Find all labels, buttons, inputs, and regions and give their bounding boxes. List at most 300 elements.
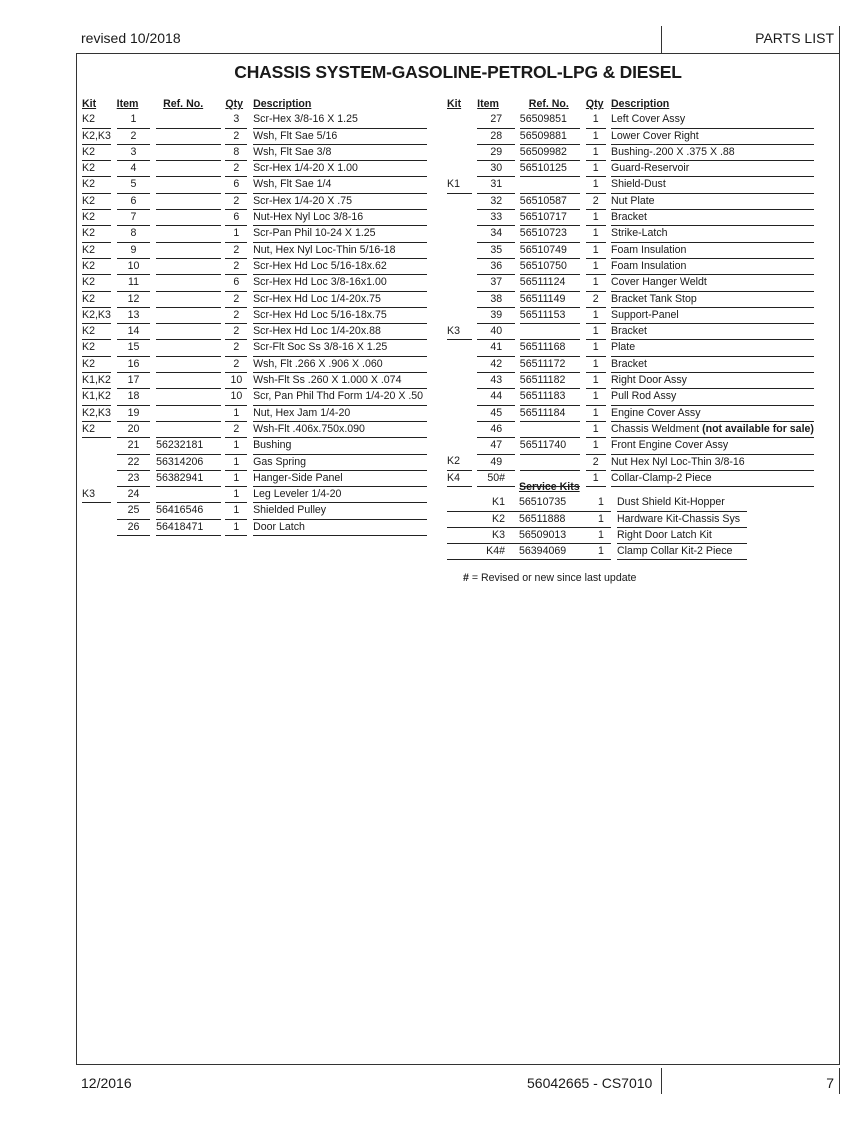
description-cell <box>611 128 814 144</box>
kit-cell <box>447 438 472 454</box>
table-row <box>82 161 427 177</box>
ref-cell: 56382941 <box>156 470 220 486</box>
description-text: Bracket <box>611 357 647 370</box>
description-cell <box>611 144 814 160</box>
service-kit-row <box>447 511 747 527</box>
kit-cell <box>447 275 472 291</box>
item-cell: 5 <box>117 177 151 193</box>
description-text: Foam Insulation <box>611 243 687 256</box>
ref-cell <box>156 161 220 177</box>
table-row <box>82 258 427 274</box>
service-kit-row <box>447 527 747 543</box>
ref-cell: 56510717 <box>520 210 580 226</box>
description-text: Bracket Tank Stop <box>611 292 697 305</box>
description-cell <box>253 242 427 258</box>
table-row <box>82 275 427 291</box>
description-text: Right Door Assy <box>611 374 687 387</box>
description-text: Scr-Hex 3/8-16 X 1.25 <box>253 113 358 126</box>
description-text: Scr-Flt Soc Ss 3/8-16 X 1.25 <box>253 341 388 354</box>
kit-cell <box>447 291 472 307</box>
table-row <box>82 307 427 323</box>
footer-right-edge <box>839 1068 840 1094</box>
kit-cell: K2 <box>82 258 111 274</box>
description-cell <box>253 177 427 193</box>
section-label: PARTS LIST <box>755 30 834 46</box>
description-cell <box>611 340 814 356</box>
qty-cell: 8 <box>225 144 247 160</box>
col-desc: Description <box>611 98 670 110</box>
ref-cell: 56511149 <box>520 291 580 307</box>
table-row <box>447 258 814 274</box>
kit-cell <box>447 144 472 160</box>
description-cell <box>611 161 814 177</box>
col-kit: Kit <box>82 98 97 110</box>
table-row <box>447 356 814 372</box>
description-cell <box>253 503 427 519</box>
ref-cell: 56511740 <box>520 438 580 454</box>
note-symbol: # <box>463 572 469 584</box>
ref-cell <box>156 193 220 209</box>
description-text: Wsh, Flt Sae 3/8 <box>253 145 332 158</box>
col-qty: Qty <box>585 98 604 110</box>
kit-cell <box>447 242 472 258</box>
kit-cell <box>82 454 111 470</box>
item-cell: 37 <box>477 275 515 291</box>
description-cell <box>253 193 427 209</box>
item-cell: 38 <box>477 291 515 307</box>
item-cell: 11 <box>117 275 151 291</box>
ref-cell: 56510749 <box>520 242 580 258</box>
kit-cell <box>447 373 472 389</box>
kit-cell: K2 <box>82 324 111 340</box>
qty-cell: 1 <box>225 470 247 486</box>
qty-cell: 1 <box>225 454 247 470</box>
item-cell: 40 <box>477 324 515 340</box>
qty-cell: 1 <box>586 144 606 160</box>
qty-cell: 1 <box>225 503 247 519</box>
table-row <box>82 503 427 519</box>
kit-cell <box>447 210 472 226</box>
description-note: (not available for sale) <box>702 422 814 435</box>
kit-cell <box>447 112 472 128</box>
footer-doc-number: 56042665 - CS7010 <box>527 1075 653 1091</box>
item-cell: 27 <box>477 112 515 128</box>
description-text: Strike-Latch <box>611 227 668 240</box>
kit-cell <box>447 128 472 144</box>
description-text: Nut, Hex Jam 1/4-20 <box>253 406 351 419</box>
description-cell <box>253 324 427 340</box>
kit-cell: K2 <box>82 144 111 160</box>
qty-cell: 6 <box>225 177 247 193</box>
item-cell: 4 <box>117 161 151 177</box>
kit-cell: K2,K3 <box>82 405 111 421</box>
table-row <box>82 340 427 356</box>
qty-cell: 1 <box>225 519 247 535</box>
description-text: Scr-Hex Hd Loc 5/16-18x.75 <box>253 308 387 321</box>
item-cell: 50# <box>477 470 515 486</box>
col-kit: Kit <box>447 98 462 110</box>
table-row <box>447 210 814 226</box>
kit-cell: K2 <box>82 242 111 258</box>
qty-cell: 1 <box>586 421 606 437</box>
description-cell <box>253 275 427 291</box>
ref-cell <box>156 389 220 405</box>
item-cell: 6 <box>117 193 151 209</box>
item-cell: 47 <box>477 438 515 454</box>
revision-date: revised 10/2018 <box>81 30 181 46</box>
description-cell <box>611 193 814 209</box>
parts-table-right <box>447 97 814 487</box>
description-text: Cover Hanger Weldt <box>611 276 707 289</box>
ref-cell <box>156 144 220 160</box>
description-cell <box>253 112 427 128</box>
qty-cell: 2 <box>225 421 247 437</box>
table-row <box>447 421 814 437</box>
service-kit-row <box>447 544 747 560</box>
description-cell <box>253 258 427 274</box>
kit-cell <box>447 356 472 372</box>
qty-cell: 1 <box>586 324 606 340</box>
ref-cell <box>156 340 220 356</box>
item-cell: 29 <box>477 144 515 160</box>
table-row <box>447 405 814 421</box>
table-row <box>82 128 427 144</box>
item-cell: 30 <box>477 161 515 177</box>
ref-cell: 56418471 <box>156 519 220 535</box>
table-row <box>82 405 427 421</box>
qty-cell: 1 <box>586 356 606 372</box>
qty-cell: 2 <box>225 307 247 323</box>
item-cell: 17 <box>117 373 151 389</box>
description-text: Bushing-.200 X .375 X .88 <box>611 145 735 158</box>
description-text: Left Cover Assy <box>611 113 686 126</box>
service-kit-description: Clamp Collar Kit-2 Piece <box>617 544 747 560</box>
ref-cell: 56511172 <box>520 356 580 372</box>
description-text: Scr-Pan Phil 10-24 X 1.25 <box>253 227 376 240</box>
table-row <box>82 210 427 226</box>
qty-cell: 1 <box>586 242 606 258</box>
item-cell: 42 <box>477 356 515 372</box>
ref-cell <box>156 421 220 437</box>
kit-cell: K2 <box>82 112 111 128</box>
description-cell <box>253 373 427 389</box>
item-cell: 1 <box>117 112 151 128</box>
description-text: Lower Cover Right <box>611 129 699 142</box>
table-row <box>447 275 814 291</box>
qty-cell: 1 <box>225 438 247 454</box>
description-cell <box>253 307 427 323</box>
description-cell <box>611 177 814 193</box>
ref-cell <box>156 373 220 389</box>
ref-cell: 56511183 <box>520 389 580 405</box>
description-text: Bushing <box>253 439 292 452</box>
description-cell <box>253 356 427 372</box>
kit-cell <box>447 161 472 177</box>
ref-cell <box>156 177 220 193</box>
table-row <box>82 373 427 389</box>
item-cell: 22 <box>117 454 151 470</box>
table-row <box>82 193 427 209</box>
table-row <box>447 161 814 177</box>
ref-cell <box>520 421 580 437</box>
kit-cell: K2 <box>82 291 111 307</box>
col-ref: Ref. No. <box>528 98 569 110</box>
ref-cell <box>156 291 220 307</box>
ref-cell: 56510750 <box>520 258 580 274</box>
item-cell: 7 <box>117 210 151 226</box>
description-text: Nut, Hex Nyl Loc-Thin 5/16-18 <box>253 243 396 256</box>
description-text: Scr-Hex Hd Loc 1/4-20x.88 <box>253 325 381 338</box>
qty-cell: 2 <box>225 242 247 258</box>
qty-cell: 1 <box>586 112 606 128</box>
service-kit-description: Right Door Latch Kit <box>617 527 747 543</box>
service-kits-table <box>447 480 747 560</box>
qty-cell: 1 <box>225 405 247 421</box>
qty-cell: 1 <box>586 389 606 405</box>
table-row <box>82 242 427 258</box>
service-kit-description: Dust Shield Kit-Hopper <box>617 495 747 511</box>
kit-cell: K2 <box>82 340 111 356</box>
table-row <box>447 193 814 209</box>
item-cell: 9 <box>117 242 151 258</box>
description-text: Guard-Reservoir <box>611 162 690 175</box>
col-ref: Ref. No. <box>163 98 204 110</box>
item-cell: 12 <box>117 291 151 307</box>
qty-cell: 1 <box>586 258 606 274</box>
table-row <box>82 389 427 405</box>
ref-cell: 56511182 <box>520 373 580 389</box>
description-text: Support-Panel <box>611 308 679 321</box>
table-row <box>447 454 814 470</box>
ref-cell: 56511184 <box>520 405 580 421</box>
ref-cell: 56511168 <box>520 340 580 356</box>
col-qty: Qty <box>225 98 244 110</box>
description-text: Collar-Clamp-2 Piece <box>611 471 712 484</box>
description-text: Shield-Dust <box>611 178 666 191</box>
table-row <box>447 438 814 454</box>
item-cell: 16 <box>117 356 151 372</box>
ref-cell: 56232181 <box>156 438 220 454</box>
description-cell <box>253 470 427 486</box>
table-row <box>82 470 427 486</box>
service-kit-id: K1 <box>447 495 519 511</box>
description-cell <box>253 405 427 421</box>
qty-cell: 1 <box>586 275 606 291</box>
qty-cell: 1 <box>586 307 606 323</box>
item-cell: 43 <box>477 373 515 389</box>
kit-cell: K2 <box>82 356 111 372</box>
description-cell <box>253 210 427 226</box>
qty-cell: 2 <box>586 454 606 470</box>
qty-cell: 10 <box>225 389 247 405</box>
description-text: Door Latch <box>253 520 305 533</box>
service-kit-id: K3 <box>447 527 519 543</box>
qty-cell: 2 <box>225 356 247 372</box>
qty-cell: 1 <box>586 161 606 177</box>
kit-cell: K2 <box>82 177 111 193</box>
footer-date: 12/2016 <box>81 1075 132 1091</box>
qty-cell: 2 <box>225 324 247 340</box>
table-row <box>82 454 427 470</box>
item-cell: 33 <box>477 210 515 226</box>
description-cell <box>253 291 427 307</box>
description-text: Wsh, Flt Sae 5/16 <box>253 129 338 142</box>
col-desc: Description <box>253 98 312 110</box>
description-cell <box>253 519 427 535</box>
item-cell: 41 <box>477 340 515 356</box>
description-cell <box>611 226 814 242</box>
kit-cell: K2 <box>82 226 111 242</box>
description-text: Hanger-Side Panel <box>253 471 343 484</box>
ref-cell <box>156 324 220 340</box>
qty-cell: 3 <box>225 112 247 128</box>
table-row <box>82 226 427 242</box>
parts-table-left <box>82 97 427 536</box>
ref-cell <box>156 226 220 242</box>
item-cell: 44 <box>477 389 515 405</box>
service-kit-qty: 1 <box>591 511 611 527</box>
page-number: 7 <box>826 1075 834 1091</box>
qty-cell: 10 <box>225 373 247 389</box>
description-text: Scr-Hex 1/4-20 X .75 <box>253 194 352 207</box>
description-text: Scr-Hex Hd Loc 1/4-20x.75 <box>253 292 381 305</box>
note-text: = Revised or new since last update <box>468 572 637 584</box>
item-cell: 10 <box>117 258 151 274</box>
description-cell <box>611 258 814 274</box>
kit-cell: K2 <box>82 161 111 177</box>
ref-cell <box>520 454 580 470</box>
description-text: Wsh, Flt .266 X .906 X .060 <box>253 357 383 370</box>
kit-cell <box>447 340 472 356</box>
ref-cell <box>156 210 220 226</box>
kit-cell <box>82 470 111 486</box>
item-cell: 15 <box>117 340 151 356</box>
item-cell: 28 <box>477 128 515 144</box>
footer-divider <box>661 1068 662 1094</box>
service-kits-title: Service Kits <box>519 481 580 493</box>
kit-cell: K2 <box>82 193 111 209</box>
kit-cell: K1,K2 <box>82 373 111 389</box>
service-kit-ref: 56394069 <box>519 544 591 560</box>
service-kit-id: K2 <box>447 511 519 527</box>
table-row <box>447 112 814 128</box>
ref-cell: 56511153 <box>520 307 580 323</box>
description-text: Wsh-Flt .406x.750x.090 <box>253 422 365 435</box>
kit-cell <box>82 519 111 535</box>
service-kit-qty: 1 <box>591 544 611 560</box>
table-row <box>447 242 814 258</box>
table-row <box>447 177 814 193</box>
item-cell: 20 <box>117 421 151 437</box>
description-cell <box>253 421 427 437</box>
service-kit-ref: 56510735 <box>519 495 591 511</box>
description-text: Wsh-Flt Ss .260 X 1.000 X .074 <box>253 374 402 387</box>
col-item: Item <box>477 98 499 110</box>
item-cell: 35 <box>477 242 515 258</box>
description-cell <box>611 356 814 372</box>
item-cell: 13 <box>117 307 151 323</box>
item-cell: 36 <box>477 258 515 274</box>
item-cell: 24 <box>117 487 151 503</box>
service-kit-qty: 1 <box>591 495 611 511</box>
table-header-row <box>447 97 814 112</box>
kit-cell: K2,K3 <box>82 307 111 323</box>
item-cell: 19 <box>117 405 151 421</box>
service-kit-description: Hardware Kit-Chassis Sys <box>617 511 747 527</box>
kit-cell: K2 <box>82 210 111 226</box>
table-row <box>82 177 427 193</box>
description-text: Bracket <box>611 325 647 338</box>
qty-cell: 2 <box>225 128 247 144</box>
item-cell: 46 <box>477 421 515 437</box>
qty-cell: 2 <box>586 193 606 209</box>
kit-cell: K2 <box>447 454 472 470</box>
table-row <box>82 112 427 128</box>
description-text: Nut Hex Nyl Loc-Thin 3/8-16 <box>611 455 745 468</box>
description-cell <box>253 161 427 177</box>
item-cell: 18 <box>117 389 151 405</box>
qty-cell: 1 <box>586 438 606 454</box>
kit-cell: K3 <box>447 324 472 340</box>
description-cell <box>253 144 427 160</box>
table-row <box>447 307 814 323</box>
service-kit-ref: 56509013 <box>519 527 591 543</box>
description-text: Pull Rod Assy <box>611 390 677 403</box>
ref-cell <box>156 258 220 274</box>
table-row <box>82 356 427 372</box>
ref-cell: 56509851 <box>520 112 580 128</box>
header-divider <box>661 26 662 53</box>
table-row <box>447 373 814 389</box>
item-cell: 31 <box>477 177 515 193</box>
kit-cell <box>82 438 111 454</box>
table-row <box>82 438 427 454</box>
description-text: Gas Spring <box>253 455 307 468</box>
qty-cell: 2 <box>225 193 247 209</box>
qty-cell: 2 <box>225 258 247 274</box>
item-cell: 39 <box>477 307 515 323</box>
qty-cell: 6 <box>225 210 247 226</box>
kit-cell <box>447 193 472 209</box>
description-text: Shielded Pulley <box>253 504 327 517</box>
description-cell <box>611 324 814 340</box>
description-text: Plate <box>611 341 636 354</box>
description-cell <box>253 438 427 454</box>
item-cell: 25 <box>117 503 151 519</box>
description-text: Engine Cover Assy <box>611 406 701 419</box>
service-kit-id: K4# <box>447 544 519 560</box>
header-right-edge <box>839 26 840 53</box>
ref-cell: 56510125 <box>520 161 580 177</box>
table-row <box>447 128 814 144</box>
kit-cell: K4 <box>447 470 472 486</box>
qty-cell: 1 <box>225 487 247 503</box>
table-row <box>447 226 814 242</box>
table-row <box>82 324 427 340</box>
description-cell <box>253 128 427 144</box>
ref-cell: 56314206 <box>156 454 220 470</box>
kit-cell: K3 <box>82 487 111 503</box>
table-row <box>447 144 814 160</box>
kit-cell <box>447 307 472 323</box>
ref-cell <box>520 177 580 193</box>
kit-cell: K2 <box>82 421 111 437</box>
table-row <box>447 340 814 356</box>
description-text: Foam Insulation <box>611 259 687 272</box>
description-cell <box>611 405 814 421</box>
qty-cell: 2 <box>586 291 606 307</box>
ref-cell <box>156 405 220 421</box>
